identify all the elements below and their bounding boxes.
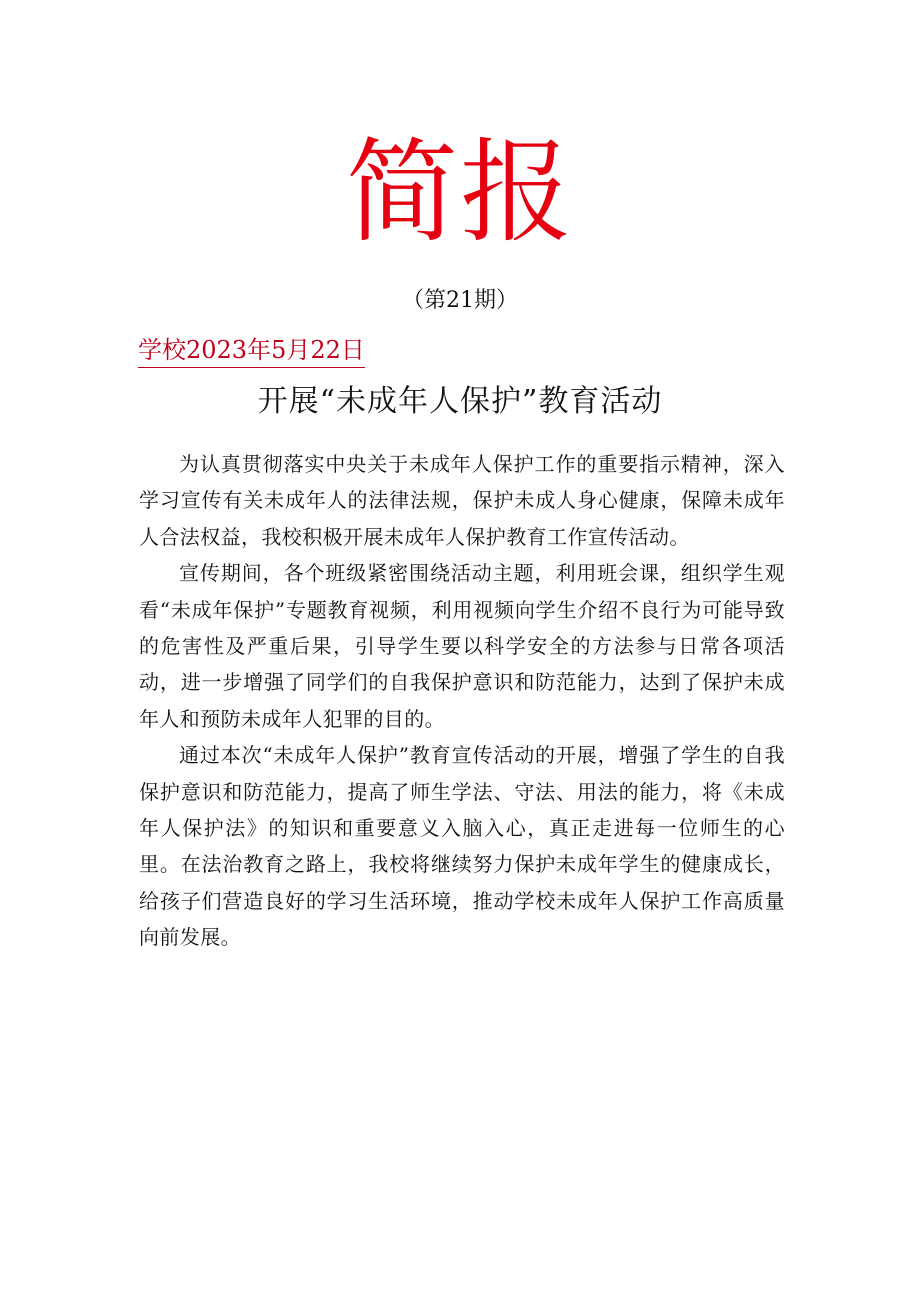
dateline: 学校2023年5月22日 (138, 334, 365, 368)
article-paragraph-2: 宣传期间，各个班级紧密围绕活动主题，利用班会课，组织学生观看“未成年保护”专题教育视频，利用视频向学生介绍不良行为可能导致的危害性及严重后果，引导学生要以科学安全的方法参与日常各项活动，进一步增强了同学们的自我保护意识和防范能力，达到了保护未成年人和预防未成年人犯罪的目的。 (139, 561, 785, 731)
article-paragraph-1: 为认真贯彻落实中央关于未成年人保护工作的重要指示精神，深入学习宣传有关未成年人的法律法规，保护未成人身心健康，保障未成年人合法权益，我校积极开展未成年人保护教育工作宣传活动。 (139, 452, 785, 549)
article-body (139, 446, 785, 956)
article-headline: 开展“未成年人保护”教育活动 (257, 384, 663, 419)
issue-number: （第21期） (402, 288, 518, 313)
masthead-title: 简报 (346, 128, 574, 258)
article-paragraph-3: 通过本次“未成年人保护”教育宣传活动的开展，增强了学生的自我保护意识和防范能力，提高了师生学法、守法、用法的能力，将《未成年人保护法》的知识和重要意义入脑入心，真正走进每一位师生的心里。在法治教育之路上，我校将继续努力保护未成年学生的健康成长，给孩子们营造良好的学习生活环境，推动学校未成年人保护工作高质量向前发展。 (139, 743, 785, 950)
